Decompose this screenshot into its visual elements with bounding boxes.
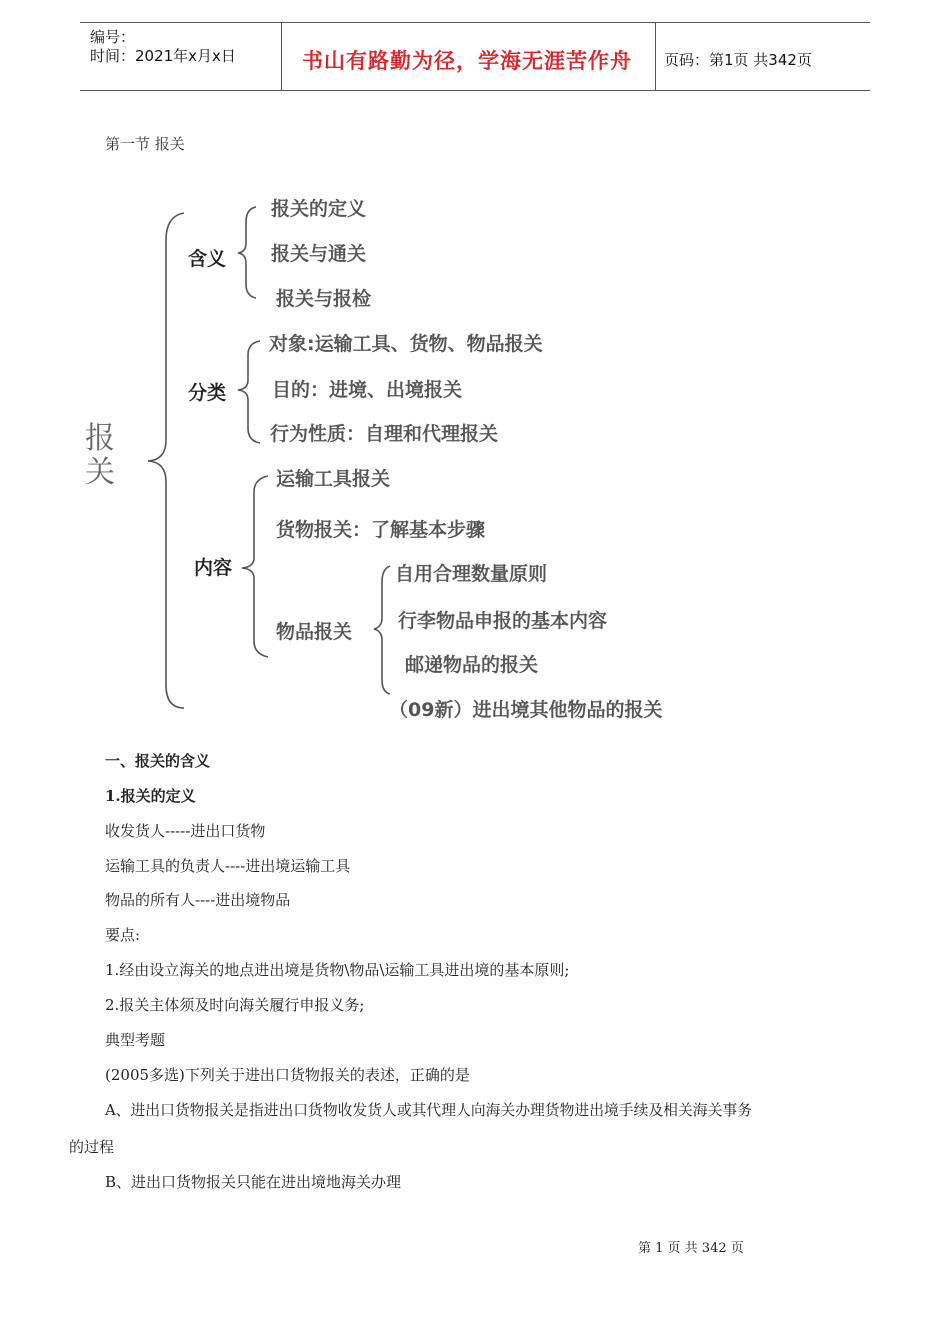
articles-item-reasonable: 自用合理数量原则 [395,563,548,585]
category-item-object: 对象:运输工具、货物、物品报关 [269,333,543,355]
root-brace [148,213,184,708]
branch-meaning-label: 含义 [188,248,227,270]
doc-number-label: 编号： [90,28,136,46]
meaning-item-clearance: 报关与通关 [271,243,367,265]
body-line: 物品的所有人----进出境物品 [105,891,291,909]
branch-content-label: 内容 [194,557,233,579]
category-item-nature: 行为性质：自理和代理报关 [270,423,499,445]
goods-brace [374,566,390,694]
footer-page-number: 第 1 页 共 342 页 [638,1241,744,1256]
category-item-purpose: 目的：进境、出境报关 [272,379,463,401]
body-line: 1.经由设立海关的地点进出境是货物\物品\运输工具进出境的基本原则; [105,961,570,979]
body-line: 收发货人-----进出口货物 [105,822,266,840]
doc-date: 时间：2021年x月x日 [90,47,236,65]
header-page-info: 页码：第1页 共342页 [664,51,812,69]
meaning-item-inspection: 报关与报检 [276,288,372,310]
meaning-item-definition: 报关的定义 [271,198,367,220]
body-line: 运输工具的负责人----进出境运输工具 [105,857,351,875]
articles-item-other: （09新）进出境其他物品的报关 [389,699,663,721]
section-heading: 第一节 报关 [105,135,185,153]
mindmap-root: 报关 [85,421,115,490]
heading-meaning: 一、报关的含义 [105,752,211,770]
option-b: B、进出口货物报关只能在进出境地海关办理 [105,1173,402,1191]
body-line: 要点: [105,926,141,944]
articles-item-luggage: 行李物品申报的基本内容 [398,610,608,632]
option-a-line1: A、进出口货物报关是指进出口货物收发货人或其代理人向海关办理货物进出境手续及相关海关事务 [105,1102,752,1119]
body-line: 典型考题 [105,1031,166,1049]
content-brace [242,476,268,657]
category-brace [238,341,260,443]
content-item-goods: 货物报关：了解基本步骤 [276,519,486,541]
content-subbranch-articles: 物品报关 [276,621,353,643]
heading-definition: 1.报关的定义 [105,787,196,805]
body-line: 2.报关主体须及时向海关履行申报义务; [105,996,365,1014]
content-item-transport: 运输工具报关 [276,468,391,490]
meaning-brace [238,207,256,298]
branch-category-label: 分类 [188,382,227,404]
body-line: (2005多选)下列关于进出口货物报关的表述，正确的是 [105,1066,470,1084]
header-motto: 书山有路勤为径，学海无涯苦作舟 [302,49,632,73]
articles-item-postal: 邮递物品的报关 [405,654,539,676]
option-a-line2: 的过程 [69,1138,115,1156]
